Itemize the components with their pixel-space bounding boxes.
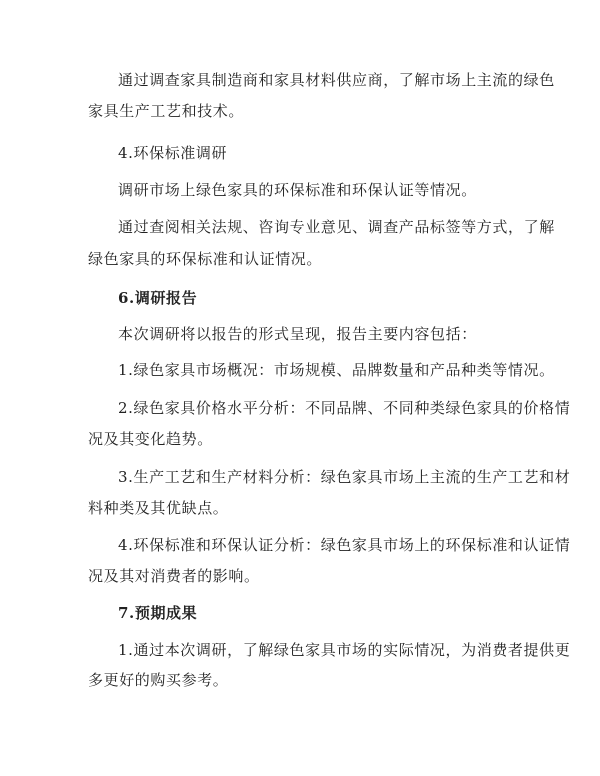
list-item: 2.绿色家具价格水平分析：不同品牌、不同种类绿色家具的价格情: [118, 399, 571, 417]
paragraph-line: 绿色家具的环保标准和认证情况。: [88, 250, 323, 268]
list-item: 3.生产工艺和生产材料分析：绿色家具市场上主流的生产工艺和材: [118, 468, 571, 486]
paragraph-line: 通过查阅相关法规、咨询专业意见、调查产品标签等方式，了解: [118, 218, 555, 236]
section-heading: 7.预期成果: [118, 604, 198, 622]
list-item: 4.环保标准和环保认证分析：绿色家具市场上的环保标准和认证情: [118, 536, 571, 554]
paragraph-line: 调研市场上绿色家具的环保标准和环保认证等情况。: [118, 181, 477, 199]
list-item-heading: 4.环保标准调研: [118, 144, 228, 162]
list-item-continuation: 多更好的购买参考。: [88, 671, 229, 689]
list-item: 1.通过本次调研，了解绿色家具市场的实际情况，为消费者提供更: [118, 641, 571, 659]
list-item-continuation: 况及其变化趋势。: [88, 430, 213, 448]
list-item: 1.绿色家具市场概况：市场规模、品牌数量和产品种类等情况。: [118, 361, 555, 379]
list-item-continuation: 料种类及其优缺点。: [88, 499, 229, 517]
section-heading: 6.调研报告: [118, 289, 198, 307]
list-item-continuation: 况及其对消费者的影响。: [88, 567, 260, 585]
paragraph-line: 家具生产工艺和技术。: [88, 102, 245, 120]
paragraph-line: 本次调研将以报告的形式呈现，报告主要内容包括：: [118, 325, 477, 343]
paragraph-line: 通过调查家具制造商和家具材料供应商，了解市场上主流的绿色: [118, 71, 555, 89]
